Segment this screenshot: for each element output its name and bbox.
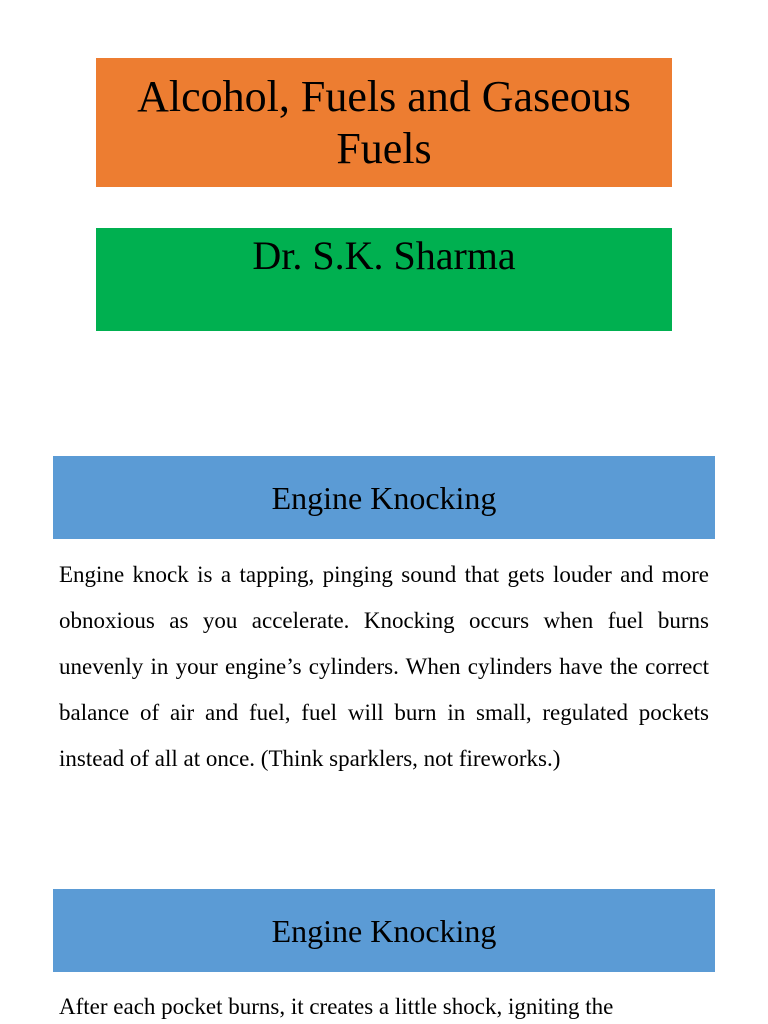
section-heading-1	[53, 456, 715, 539]
section-heading-2	[53, 889, 715, 972]
section-heading-text: Engine Knocking	[271, 479, 497, 516]
author-banner	[96, 228, 672, 331]
section-body-2: After each pocket burns, it creates a little shock, igniting the	[59, 994, 614, 1019]
title-banner	[96, 58, 672, 187]
author-name: Dr. S.K. Sharma	[252, 233, 516, 278]
section-heading-text: Engine Knocking	[271, 912, 497, 949]
document-title: Alcohol, Fuels and Gaseous Fuels	[137, 71, 631, 173]
section-body-1: Engine knock is a tapping, pinging sound that gets louder and more obnoxious as you accelerate. Knocking occurs when fuel burns unevenly in your engine’s cylinders. When cylinders have the correct balance of air and fuel, fuel will burn in small, regulated pockets instead of all at once. (Think sparklers, not fireworks.)	[59, 562, 709, 771]
